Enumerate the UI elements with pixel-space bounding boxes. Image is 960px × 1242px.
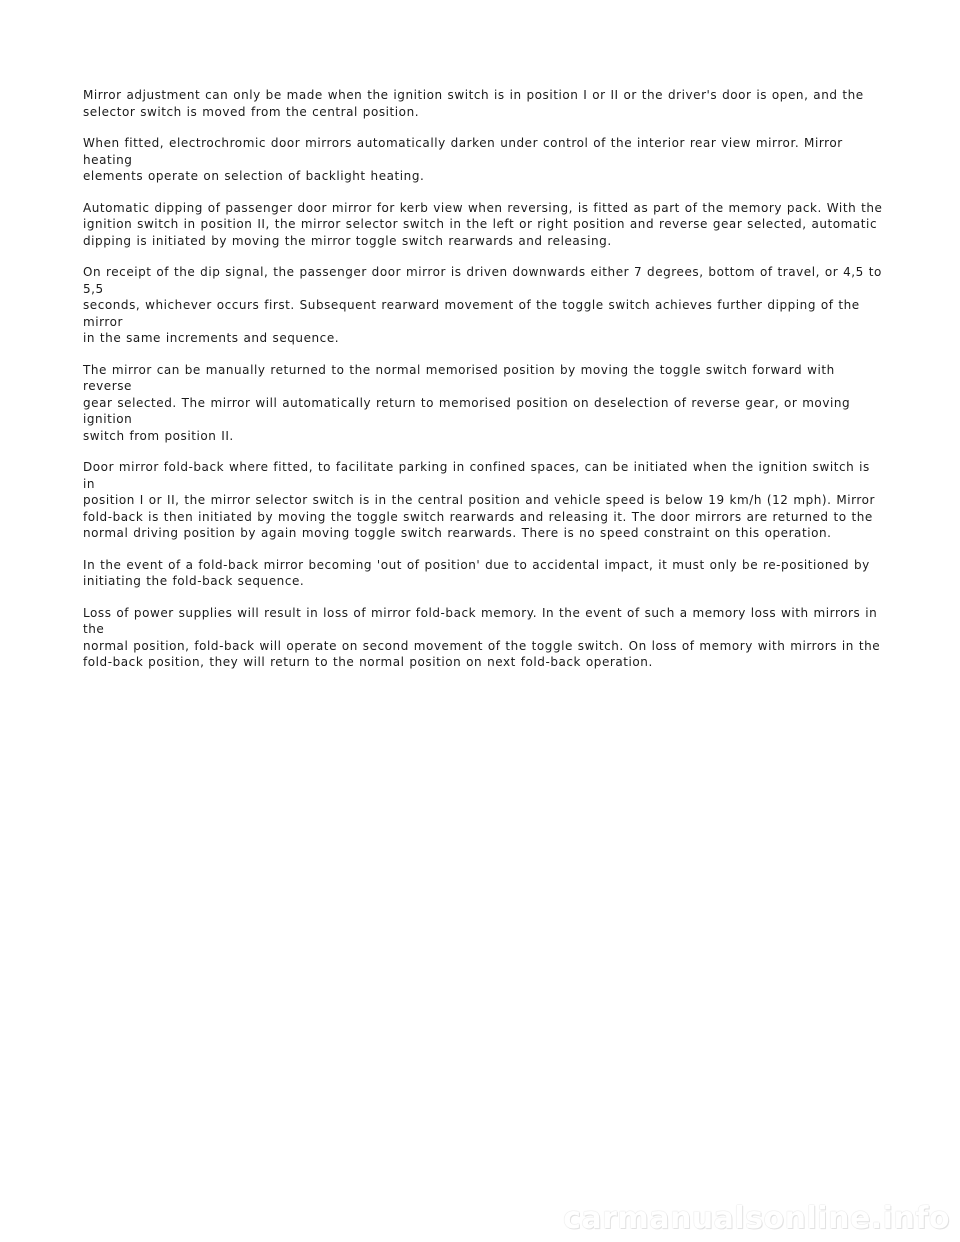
watermark-logo: carmanualsonline.info — [563, 1201, 950, 1236]
paragraph-power-loss: Loss of power supplies will result in loss of mirror fold-back memory. In the event of such a memory loss with mirrors in the normal position, fold-back will operate on second movement of the toggle switch. On loss of memory with mirrors in the fold-back position, they will return to the normal position on next fold-back operation. — [83, 605, 881, 669]
document-body — [83, 87, 883, 686]
paragraph-out-of-position: In the event of a fold-back mirror becoming 'out of position' due to accidental impact, it must only be re-positioned by initiating the fold-back sequence. — [83, 557, 870, 588]
paragraph-mirror-adjustment: Mirror adjustment can only be made when the ignition switch is in position I or II or the driver's door is open, and the selector switch is moved from the central position. — [83, 88, 864, 119]
paragraph-dip-signal: On receipt of the dip signal, the passenger door mirror is driven downwards either 7 degrees, bottom of travel, or 4,5 to 5,5 seconds, whichever occurs first. Subsequent rearward movement of the toggle switch achieves further dipping of the mirror in the same increments and sequence. — [83, 265, 882, 345]
paragraph-manual-return: The mirror can be manually returned to the normal memorised position by moving the toggle switch forward with reverse gear selected. The mirror will automatically return to memorised position on deselection of reverse gear, or moving ignition switch from position II. — [83, 362, 851, 443]
paragraph-automatic-dipping: Automatic dipping of passenger door mirror for kerb view when reversing, is fitted as part of the memory pack. With the ignition switch in position II, the mirror selector switch in the left or right position and reverse gear selected, automatic dipping is initiated by moving the mirror toggle switch rearwards and releasing. — [83, 200, 883, 248]
paragraph-fold-back: Door mirror fold-back where fitted, to facilitate parking in confined spaces, can be initiated when the ignition switch is in position I or II, the mirror selector switch is in the central position and vehicle speed is below 19 km/h (12 mph). Mirror fold-back is then initiated by moving the toggle switch rearwards and releasing it. The door mirrors are returned to the normal driving position by again moving toggle switch rearwards. There is no speed constraint on this operation. — [83, 460, 876, 540]
paragraph-electrochromic-mirrors: When fitted, electrochromic door mirrors automatically darken under control of the interior rear view mirror. Mirror heating elements operate on selection of backlight heating. — [83, 136, 843, 183]
